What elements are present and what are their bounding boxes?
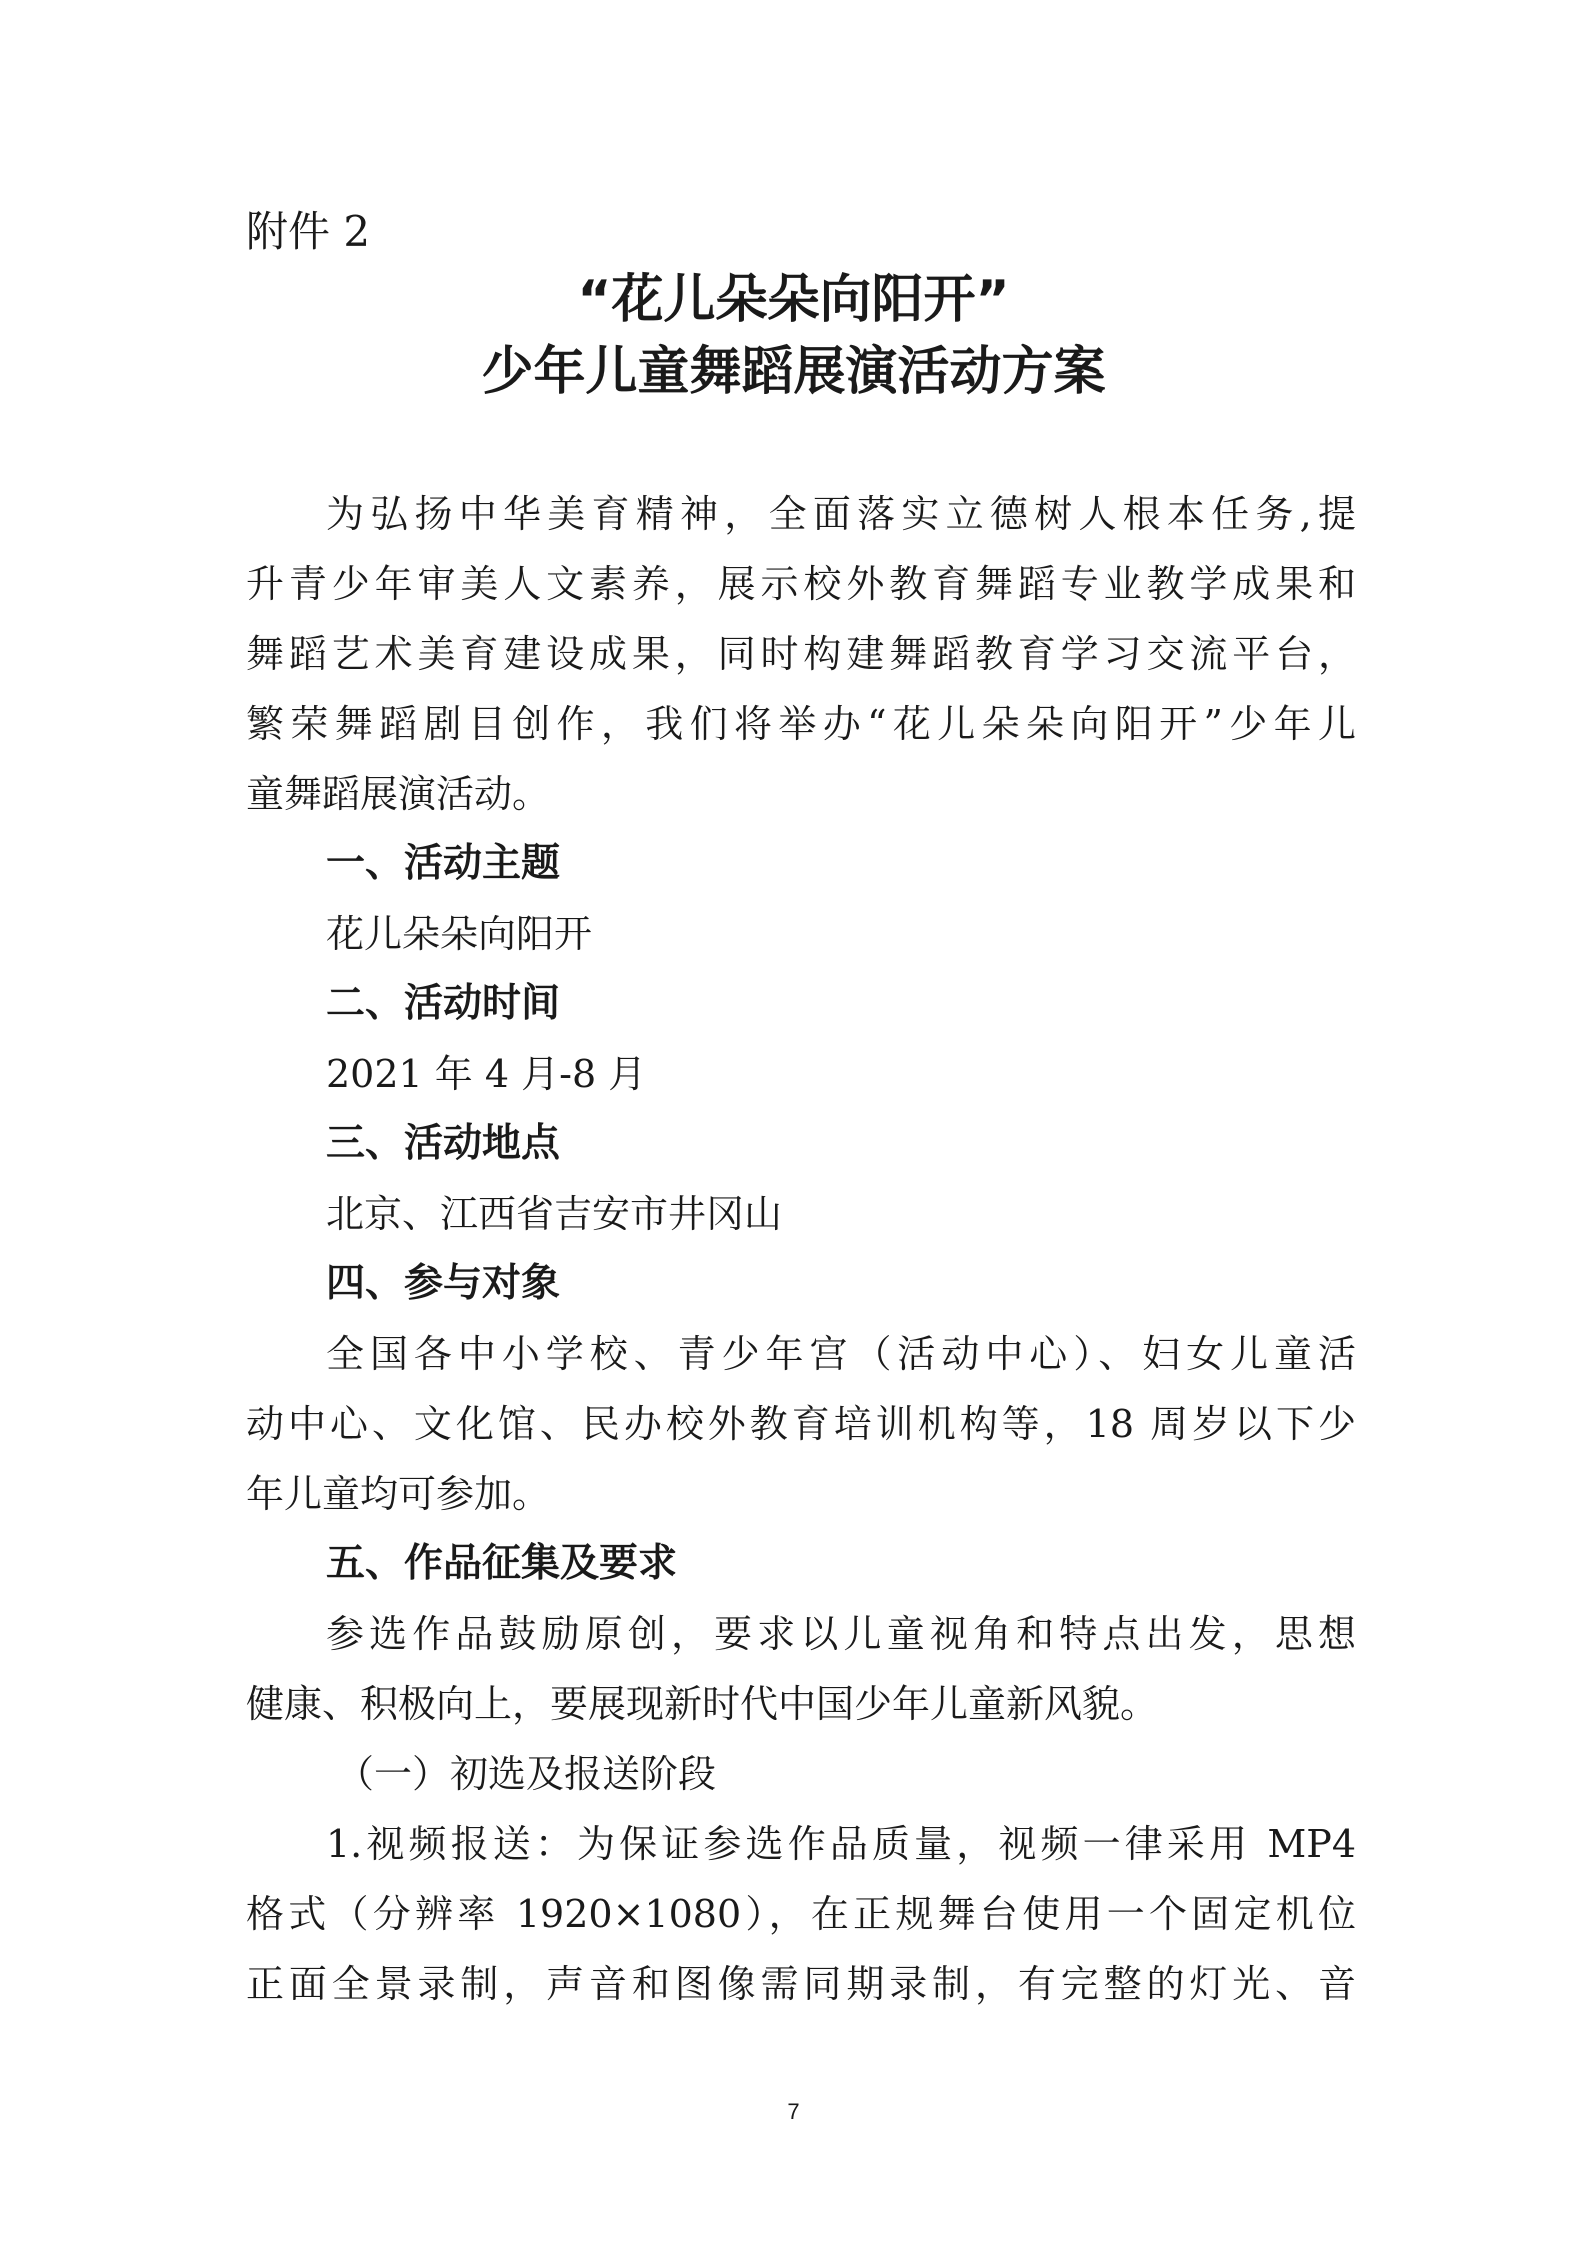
intro-line-1: 为弘扬中华美育精神，全面落实立德树人根本任务,提 xyxy=(326,492,1356,536)
document-title-line-1: “花儿朵朵向阳开” xyxy=(577,270,1010,330)
subsection-heading-preliminary: （一）初选及报送阶段 xyxy=(336,1752,717,1796)
section-content-time: 2021 年 4 月-8 月 xyxy=(326,1052,647,1096)
section-heading-participants: 四、参与对象 xyxy=(326,1261,561,1306)
document-title-line-2: 少年儿童舞蹈展演活动方案 xyxy=(481,342,1106,402)
video-item-line-3: 正面全景录制，声音和图像需同期录制，有完整的灯光、音 xyxy=(246,1962,1356,2006)
page-number: 7 xyxy=(787,2099,800,2124)
video-item-line-1: 1.视频报送：为保证参选作品质量，视频一律采用 MP4 xyxy=(326,1822,1356,1866)
section-heading-theme: 一、活动主题 xyxy=(326,841,561,886)
works-line-2: 健康、积极向上，要展现新时代中国少年儿童新风貌。 xyxy=(246,1682,1159,1726)
participants-line-1: 全国各中小学校、青少年宫（活动中心）、妇女儿童活 xyxy=(326,1332,1356,1376)
intro-line-3: 舞蹈艺术美育建设成果，同时构建舞蹈教育学习交流平台， xyxy=(246,632,1356,676)
intro-line-4: 繁荣舞蹈剧目创作，我们将举办“花儿朵朵向阳开”少年儿 xyxy=(246,702,1356,746)
intro-line-2: 升青少年审美人文素养，展示校外教育舞蹈专业教学成果和 xyxy=(246,562,1356,606)
section-heading-time: 二、活动时间 xyxy=(326,981,561,1026)
works-line-1: 参选作品鼓励原创，要求以儿童视角和特点出发，思想 xyxy=(326,1612,1356,1656)
section-heading-works: 五、作品征集及要求 xyxy=(326,1541,678,1586)
section-content-theme: 花儿朵朵向阳开 xyxy=(326,912,593,956)
section-heading-location: 三、活动地点 xyxy=(326,1121,561,1166)
participants-line-2: 动中心、文化馆、民办校外教育培训机构等，18 周岁以下少 xyxy=(246,1402,1356,1446)
section-content-location: 北京、江西省吉安市井冈山 xyxy=(326,1192,783,1236)
attachment-label: 附件 2 xyxy=(246,207,371,256)
video-item-line-2: 格式（分辨率 1920×1080），在正规舞台使用一个固定机位 xyxy=(246,1892,1356,1936)
intro-line-5: 童舞蹈展演活动。 xyxy=(246,772,551,816)
participants-line-3: 年儿童均可参加。 xyxy=(246,1472,551,1516)
